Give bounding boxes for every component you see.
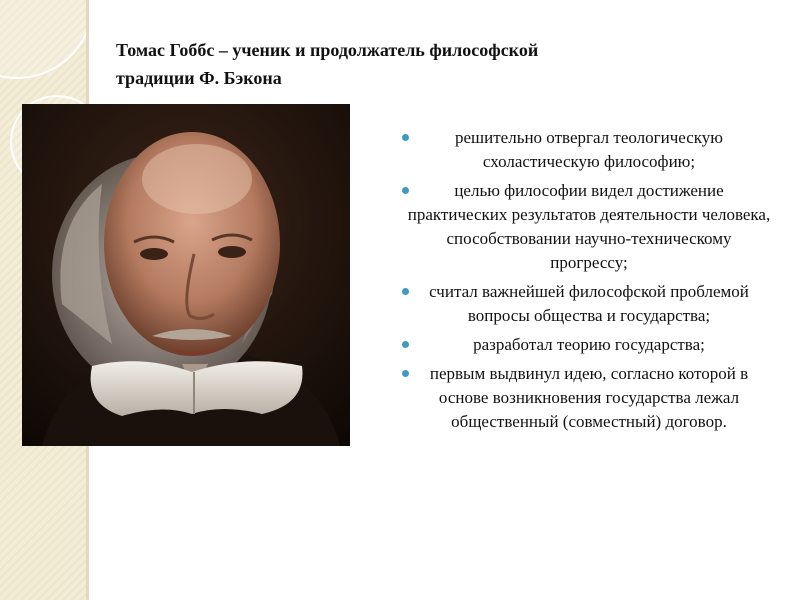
list-item [396, 333, 772, 357]
list-item-text: разработал теорию государства; [473, 335, 705, 354]
portrait-image [22, 104, 350, 446]
list-item-text: первым выдвинул идею, согласно которой в основе возникновения государства лежал общественный (совместный) договор. [429, 364, 749, 431]
slide-title-line: традиции Ф. Бэкона [116, 68, 282, 88]
slide-title [116, 36, 676, 92]
bullet-icon [402, 341, 409, 348]
bullet-icon [402, 134, 409, 141]
decorative-circle [0, 0, 86, 79]
list-item [396, 280, 772, 328]
list-item-text: считал важнейшей философской проблемой вопросы общества и государства; [429, 282, 749, 325]
bullet-icon [402, 288, 409, 295]
list-item [396, 362, 772, 434]
slide-title-line: Томас Гоббс – ученик и продолжатель философской [116, 40, 539, 60]
bullet-icon [402, 187, 409, 194]
list-item-text: решительно отвергал теологическую схоластическую философию; [455, 128, 723, 171]
bullet-icon [402, 370, 409, 377]
list-item-text: целью философии видел достижение практических результатов деятельности человека, способствовании научно-техническому прогрессу; [407, 181, 771, 272]
list-item [396, 179, 772, 275]
list-item [396, 126, 772, 174]
bullet-list [396, 126, 772, 439]
